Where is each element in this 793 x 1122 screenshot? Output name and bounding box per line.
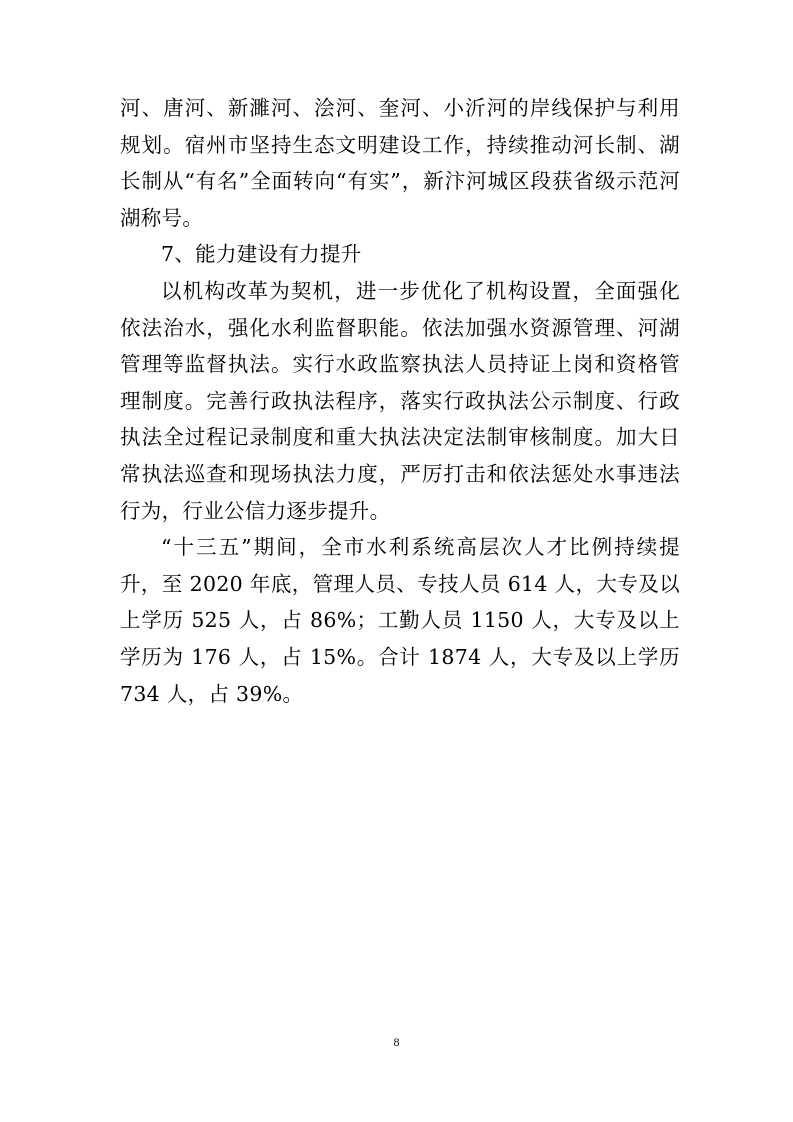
page-number: 8 (393, 1035, 400, 1049)
paragraph-river-planning: 河、唐河、新濉河、浍河、奎河、小沂河的岸线保护与利用规划。宿州市坚持生态文明建设工作，持续推动河长制、湖长制从“有名”全面转向“有实”，新汴河城区段获省级示范河湖称号。 (120, 96, 680, 230)
paragraph-capacity-building: 以机构改革为契机，进一步优化了机构设置，全面强化依法治水，强化水利监督职能。依法加强水资源管理、河湖管理等监督执法。实行水政监察执法人员持证上岗和资格管理制度。完善行政执法程序，落实行政执法公示制度、行政执法全过程记录制度和重大执法决定法制审核制度。加大日常执法巡查和现场执法力度，严厉打击和依法惩处水事违法行为，行业公信力逐步提升。 (120, 278, 680, 523)
section-heading: 7、能力建设有力提升 (161, 242, 362, 267)
body-text (120, 90, 680, 712)
paragraph-talent-statistics: “十三五”期间，全市水利系统高层次人才比例持续提升，至 2020 年底，管理人员、专技人员 614 人，大专及以上学历 525 人，占 86%；工勤人员 1150 人，大专及以上学历为 176 人，占 15%。合计 1874 人，大专及以上学历 734 人，占 39%。 (120, 535, 680, 706)
